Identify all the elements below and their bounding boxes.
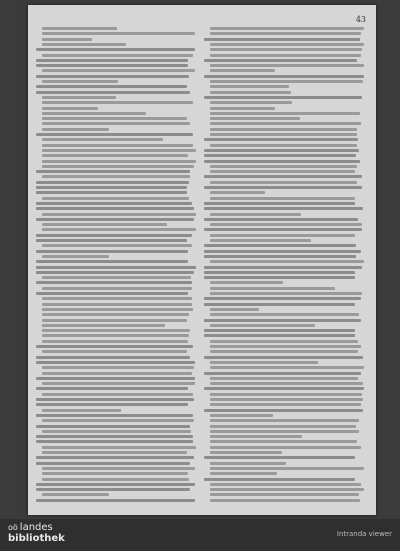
viewer-footer [0, 519, 400, 551]
text-line-placeholder [42, 144, 193, 147]
text-line-placeholder [204, 59, 357, 62]
text-line-placeholder [204, 149, 359, 152]
text-line-placeholder [36, 207, 194, 210]
text-line-placeholder [210, 112, 360, 115]
text-line-placeholder [204, 154, 356, 157]
text-line-placeholder [36, 75, 189, 78]
text-line-placeholder [42, 340, 188, 343]
text-line-placeholder [42, 69, 195, 72]
text-line-placeholder [210, 122, 361, 125]
text-line-placeholder [204, 456, 355, 459]
text-line-placeholder [210, 197, 355, 200]
text-line-placeholder [36, 239, 187, 242]
text-line-placeholder [210, 292, 362, 295]
text-line-placeholder [42, 287, 192, 290]
text-line-placeholder [210, 170, 355, 173]
text-line-placeholder [204, 38, 360, 41]
text-line-placeholder [210, 377, 358, 380]
text-line-placeholder [210, 165, 357, 168]
text-line-placeholder [42, 128, 109, 131]
text-line-placeholder [42, 467, 195, 470]
text-line-placeholder [36, 250, 188, 253]
text-line-placeholder [210, 398, 363, 401]
text-line-placeholder [204, 334, 355, 337]
text-line-placeholder [42, 297, 192, 300]
text-line-placeholder [204, 297, 361, 300]
text-line-placeholder [210, 191, 265, 194]
text-line-placeholder [204, 372, 361, 375]
text-line-placeholder [36, 266, 196, 269]
text-line-placeholder [210, 467, 364, 470]
text-line-placeholder [36, 186, 187, 189]
text-line-placeholder [36, 271, 194, 274]
text-line-placeholder [42, 334, 189, 337]
text-line-placeholder [36, 202, 192, 205]
text-line-placeholder [36, 292, 188, 295]
text-line-placeholder [204, 175, 362, 178]
text-line-placeholder [204, 409, 363, 412]
text-line-placeholder [210, 239, 311, 242]
text-line-placeholder [42, 313, 189, 316]
text-line-placeholder [204, 387, 364, 390]
text-line-placeholder [42, 213, 196, 216]
text-line-placeholder [210, 281, 283, 284]
text-line-placeholder [42, 446, 196, 449]
text-line-placeholder [36, 234, 192, 237]
text-line-placeholder [36, 170, 190, 173]
text-line-placeholder [36, 345, 193, 348]
scanned-page[interactable] [28, 5, 376, 515]
text-line-placeholder [210, 32, 361, 35]
text-line-placeholder [42, 160, 196, 163]
text-line-placeholder [204, 255, 356, 258]
text-line-placeholder [210, 54, 361, 57]
text-line-placeholder [210, 69, 275, 72]
text-line-placeholder [204, 266, 362, 269]
text-line-placeholder [210, 85, 289, 88]
text-line-placeholder [36, 377, 195, 380]
text-line-placeholder [210, 366, 364, 369]
text-line-placeholder [210, 260, 364, 263]
text-line-placeholder [204, 202, 355, 205]
text-line-placeholder [36, 456, 194, 459]
text-line-placeholder [42, 96, 116, 99]
text-line-placeholder [42, 244, 192, 247]
logo-text-line1: landes [19, 522, 53, 533]
text-line-placeholder [42, 107, 98, 110]
text-line-placeholder [42, 493, 109, 496]
text-line-placeholder [204, 356, 363, 359]
text-line-placeholder [36, 91, 190, 94]
text-line-placeholder [42, 451, 187, 454]
text-line-placeholder [210, 128, 357, 131]
viewer-label[interactable]: Intranda viewer [336, 530, 392, 538]
text-line-placeholder [210, 213, 301, 216]
text-line-placeholder [42, 409, 121, 412]
text-line-placeholder [42, 165, 194, 168]
text-line-placeholder [210, 488, 364, 491]
text-line-placeholder [210, 361, 318, 364]
text-line-placeholder [42, 366, 194, 369]
text-line-placeholder [204, 138, 358, 141]
text-line-placeholder [210, 451, 282, 454]
text-line-placeholder [210, 435, 302, 438]
text-line-placeholder [42, 27, 117, 30]
text-line-placeholder [36, 218, 194, 221]
logo-mark: oö [8, 523, 18, 532]
text-line-placeholder [42, 223, 167, 226]
text-line-placeholder [42, 308, 193, 311]
text-line-placeholder [210, 234, 355, 237]
text-line-placeholder [210, 483, 361, 486]
text-line-placeholder [210, 425, 356, 428]
text-line-placeholder [36, 435, 193, 438]
text-line-placeholder [36, 462, 190, 465]
text-line-placeholder [42, 43, 126, 46]
text-line-placeholder [210, 414, 273, 417]
text-line-placeholder [36, 403, 188, 406]
text-line-placeholder [204, 271, 355, 274]
text-line-placeholder [210, 493, 359, 496]
text-line-placeholder [42, 122, 190, 125]
text-line-placeholder [204, 478, 355, 481]
text-line-placeholder [36, 260, 188, 263]
text-line-placeholder [204, 319, 361, 322]
text-line-placeholder [36, 281, 192, 284]
text-line-placeholder [210, 27, 364, 30]
text-line-placeholder [42, 393, 193, 396]
text-line-placeholder [42, 175, 190, 178]
text-line-placeholder [210, 223, 362, 226]
text-line-placeholder [42, 478, 189, 481]
text-line-placeholder [210, 345, 361, 348]
text-line-placeholder [42, 419, 194, 422]
text-line-placeholder [204, 75, 364, 78]
text-line-placeholder [36, 64, 188, 67]
text-line-placeholder [36, 425, 190, 428]
text-line-placeholder [36, 85, 187, 88]
text-line-placeholder [204, 329, 355, 332]
text-line-placeholder [210, 64, 364, 67]
text-line-placeholder [210, 382, 363, 385]
text-line-placeholder [42, 350, 187, 353]
text-line-placeholder [42, 472, 188, 475]
text-line-placeholder [204, 218, 358, 221]
text-line-placeholder [42, 255, 109, 258]
text-line-placeholder [210, 117, 300, 120]
text-line-placeholder [210, 91, 291, 94]
text-line-placeholder [210, 144, 357, 147]
text-line-placeholder [210, 350, 358, 353]
text-line-placeholder [204, 303, 355, 306]
text-line-placeholder [210, 313, 359, 316]
text-line-placeholder [42, 32, 195, 35]
text-line-placeholder [42, 228, 196, 231]
text-line-placeholder [36, 488, 190, 491]
text-line-placeholder [36, 356, 190, 359]
text-line-placeholder [42, 197, 189, 200]
text-line-placeholder [36, 59, 188, 62]
text-line-placeholder [36, 133, 193, 136]
text-line-placeholder [210, 462, 286, 465]
text-line-placeholder [42, 54, 193, 57]
text-line-placeholder [42, 372, 192, 375]
text-line-placeholder [210, 181, 357, 184]
library-logo[interactable] [8, 522, 65, 544]
text-line-placeholder [210, 48, 362, 51]
text-line-placeholder [210, 308, 259, 311]
text-line-placeholder [42, 329, 190, 332]
text-line-placeholder [204, 228, 362, 231]
text-line-placeholder [210, 430, 359, 433]
text-line-placeholder [204, 276, 355, 279]
text-line-placeholder [36, 440, 193, 443]
text-line-placeholder [210, 133, 357, 136]
text-line-placeholder [36, 499, 195, 502]
text-line-placeholder [210, 80, 363, 83]
text-line-placeholder [210, 287, 335, 290]
text-line-placeholder [204, 186, 362, 189]
directory-column-left [36, 27, 196, 507]
text-line-placeholder [42, 117, 187, 120]
text-line-placeholder [210, 43, 364, 46]
text-line-placeholder [36, 414, 193, 417]
directory-column-right [204, 27, 364, 507]
text-line-placeholder [36, 387, 188, 390]
text-line-placeholder [210, 472, 277, 475]
logo-text-line2: bibliothek [8, 533, 65, 544]
text-line-placeholder [204, 96, 362, 99]
text-line-placeholder [42, 276, 191, 279]
page-number: 43 [355, 15, 366, 24]
text-line-placeholder [210, 393, 362, 396]
text-line-placeholder [204, 160, 360, 163]
text-line-placeholder [210, 440, 357, 443]
text-line-placeholder [210, 324, 315, 327]
text-line-placeholder [42, 149, 196, 152]
text-line-placeholder [210, 340, 358, 343]
text-line-placeholder [42, 382, 195, 385]
text-line-placeholder [36, 483, 195, 486]
text-line-placeholder [210, 419, 359, 422]
text-line-placeholder [204, 250, 361, 253]
text-line-placeholder [36, 361, 195, 364]
text-line-placeholder [42, 101, 193, 104]
text-line-placeholder [36, 181, 189, 184]
text-line-placeholder [210, 107, 275, 110]
text-line-placeholder [42, 38, 92, 41]
text-line-placeholder [42, 112, 146, 115]
text-line-placeholder [42, 80, 118, 83]
text-line-placeholder [36, 48, 195, 51]
text-line-placeholder [42, 324, 165, 327]
text-line-placeholder [42, 138, 163, 141]
text-line-placeholder [210, 446, 361, 449]
text-line-placeholder [204, 244, 356, 247]
text-line-placeholder [42, 154, 188, 157]
text-line-placeholder [210, 499, 360, 502]
text-line-placeholder [36, 191, 187, 194]
text-line-placeholder [42, 303, 192, 306]
text-line-placeholder [210, 101, 292, 104]
text-line-placeholder [42, 430, 191, 433]
text-line-placeholder [36, 398, 194, 401]
text-line-placeholder [42, 319, 187, 322]
text-line-placeholder [210, 403, 361, 406]
text-line-placeholder [204, 207, 363, 210]
